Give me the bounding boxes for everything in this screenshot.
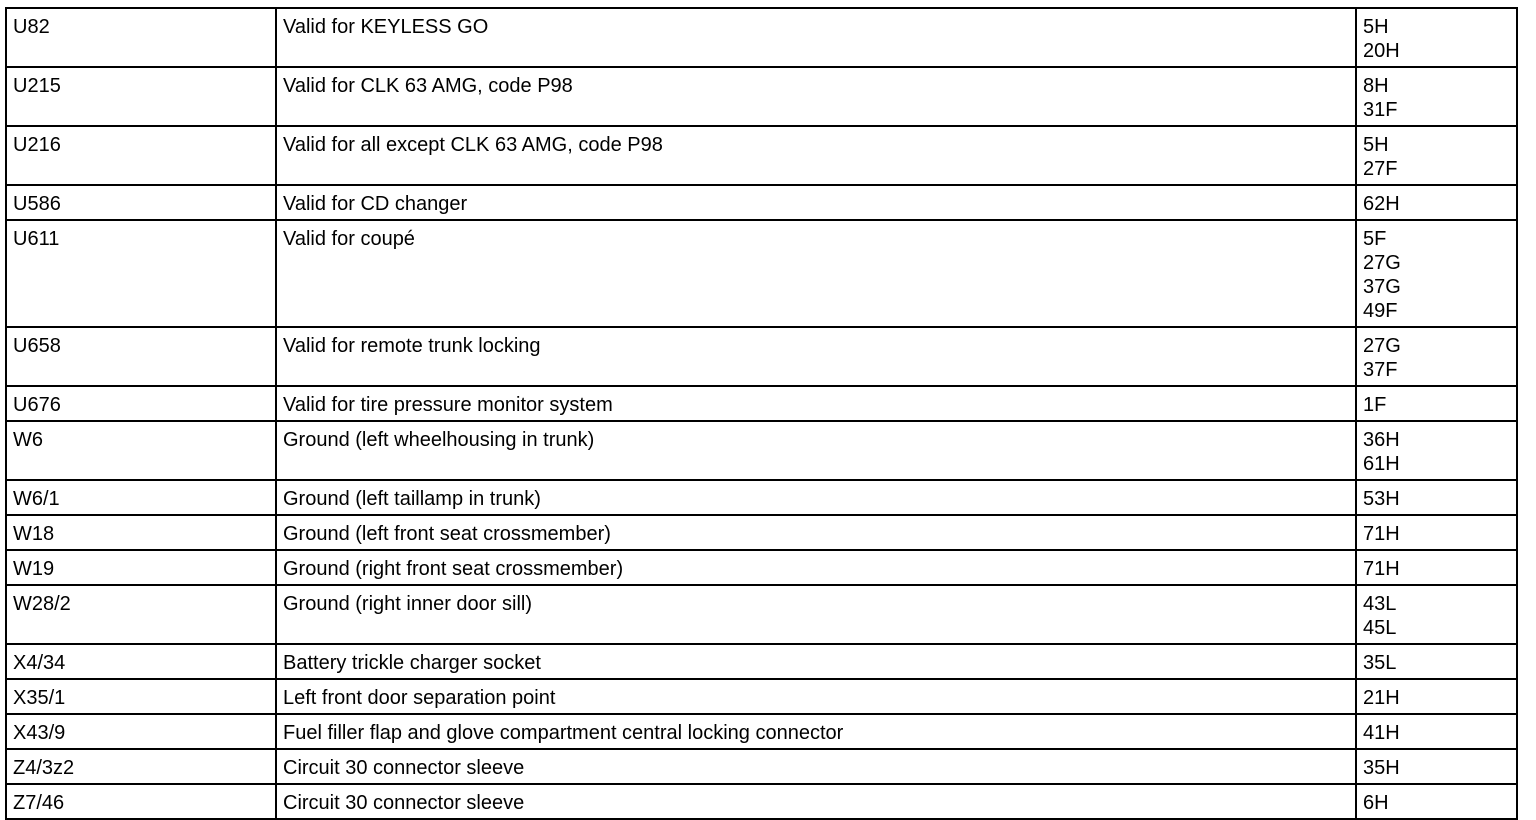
component-code-cell: U215 (6, 67, 276, 126)
table-row (6, 126, 1517, 185)
table-row (6, 714, 1517, 749)
component-code-cell: Z7/46 (6, 784, 276, 819)
grid-location-cell (1356, 679, 1517, 714)
component-description-cell: Ground (right front seat crossmember) (276, 550, 1356, 585)
component-description-cell: Valid for KEYLESS GO (276, 8, 1356, 67)
table-row (6, 585, 1517, 644)
grid-location: 20H (1363, 40, 1400, 62)
grid-location: 35H (1363, 757, 1400, 779)
grid-location: 61H (1363, 453, 1400, 475)
grid-location-cell (1356, 714, 1517, 749)
table-row (6, 185, 1517, 220)
grid-location-cell (1356, 644, 1517, 679)
grid-location: 31F (1363, 99, 1398, 121)
component-code-cell: U676 (6, 386, 276, 421)
grid-location: 8H (1363, 75, 1389, 97)
grid-location-cell (1356, 784, 1517, 819)
component-description-cell: Ground (right inner door sill) (276, 585, 1356, 644)
grid-location: 41H (1363, 722, 1400, 744)
table-row (6, 550, 1517, 585)
component-description-cell: Valid for tire pressure monitor system (276, 386, 1356, 421)
table-row (6, 327, 1517, 386)
grid-location-cell (1356, 550, 1517, 585)
grid-location-cell (1356, 220, 1517, 327)
table-row (6, 67, 1517, 126)
component-description-cell: Ground (left taillamp in trunk) (276, 480, 1356, 515)
grid-location: 27G (1363, 335, 1401, 357)
grid-location: 45L (1363, 617, 1397, 639)
grid-location-cell (1356, 386, 1517, 421)
grid-location: 36H (1363, 429, 1400, 451)
grid-location-cell (1356, 327, 1517, 386)
grid-location: 5H (1363, 134, 1389, 156)
component-code-cell: X35/1 (6, 679, 276, 714)
grid-location-cell (1356, 126, 1517, 185)
grid-location-cell (1356, 749, 1517, 784)
grid-location: 5H (1363, 16, 1389, 38)
table-row (6, 679, 1517, 714)
grid-location: 27F (1363, 158, 1398, 180)
table-row (6, 8, 1517, 67)
component-code-cell: U611 (6, 220, 276, 327)
grid-location-cell (1356, 585, 1517, 644)
component-description-cell: Left front door separation point (276, 679, 1356, 714)
component-code-cell: U658 (6, 327, 276, 386)
grid-location: 62H (1363, 193, 1400, 215)
grid-location: 53H (1363, 488, 1400, 510)
component-description-cell: Valid for remote trunk locking (276, 327, 1356, 386)
table-row (6, 515, 1517, 550)
component-code-cell: W6 (6, 421, 276, 480)
component-description-cell: Ground (left front seat crossmember) (276, 515, 1356, 550)
table-row (6, 784, 1517, 819)
grid-location: 35L (1363, 652, 1397, 674)
component-code-cell: W18 (6, 515, 276, 550)
grid-location: 1F (1363, 394, 1387, 416)
component-code-cell: U82 (6, 8, 276, 67)
table-row (6, 386, 1517, 421)
grid-location-cell (1356, 67, 1517, 126)
grid-location: 6H (1363, 792, 1389, 814)
grid-location: 5F (1363, 228, 1387, 250)
grid-location: 27G (1363, 252, 1401, 274)
component-code-cell: Z4/3z2 (6, 749, 276, 784)
component-code-cell: W19 (6, 550, 276, 585)
component-description-cell: Fuel filler flap and glove compartment central locking connector (276, 714, 1356, 749)
grid-location: 37F (1363, 359, 1398, 381)
table-row (6, 644, 1517, 679)
component-code-cell: U586 (6, 185, 276, 220)
component-table-body (6, 8, 1517, 819)
grid-location-cell (1356, 8, 1517, 67)
component-table (5, 7, 1518, 820)
component-description-cell: Circuit 30 connector sleeve (276, 784, 1356, 819)
grid-location-cell (1356, 480, 1517, 515)
component-description-cell: Valid for coupé (276, 220, 1356, 327)
grid-location: 49F (1363, 300, 1398, 322)
component-code-cell: W6/1 (6, 480, 276, 515)
component-code-cell: X4/34 (6, 644, 276, 679)
component-description-cell: Valid for CLK 63 AMG, code P98 (276, 67, 1356, 126)
grid-location: 71H (1363, 558, 1400, 580)
grid-location-cell (1356, 421, 1517, 480)
component-description-cell: Circuit 30 connector sleeve (276, 749, 1356, 784)
grid-location: 71H (1363, 523, 1400, 545)
component-description-cell: Valid for CD changer (276, 185, 1356, 220)
component-code-cell: W28/2 (6, 585, 276, 644)
grid-location: 43L (1363, 593, 1397, 615)
table-row (6, 220, 1517, 327)
table-row (6, 480, 1517, 515)
grid-location: 37G (1363, 276, 1401, 298)
component-code-cell: U216 (6, 126, 276, 185)
grid-location: 21H (1363, 687, 1400, 709)
grid-location-cell (1356, 515, 1517, 550)
component-code-cell: X43/9 (6, 714, 276, 749)
table-row (6, 749, 1517, 784)
grid-location-cell (1356, 185, 1517, 220)
component-description-cell: Ground (left wheelhousing in trunk) (276, 421, 1356, 480)
component-description-cell: Valid for all except CLK 63 AMG, code P98 (276, 126, 1356, 185)
component-description-cell: Battery trickle charger socket (276, 644, 1356, 679)
table-row (6, 421, 1517, 480)
